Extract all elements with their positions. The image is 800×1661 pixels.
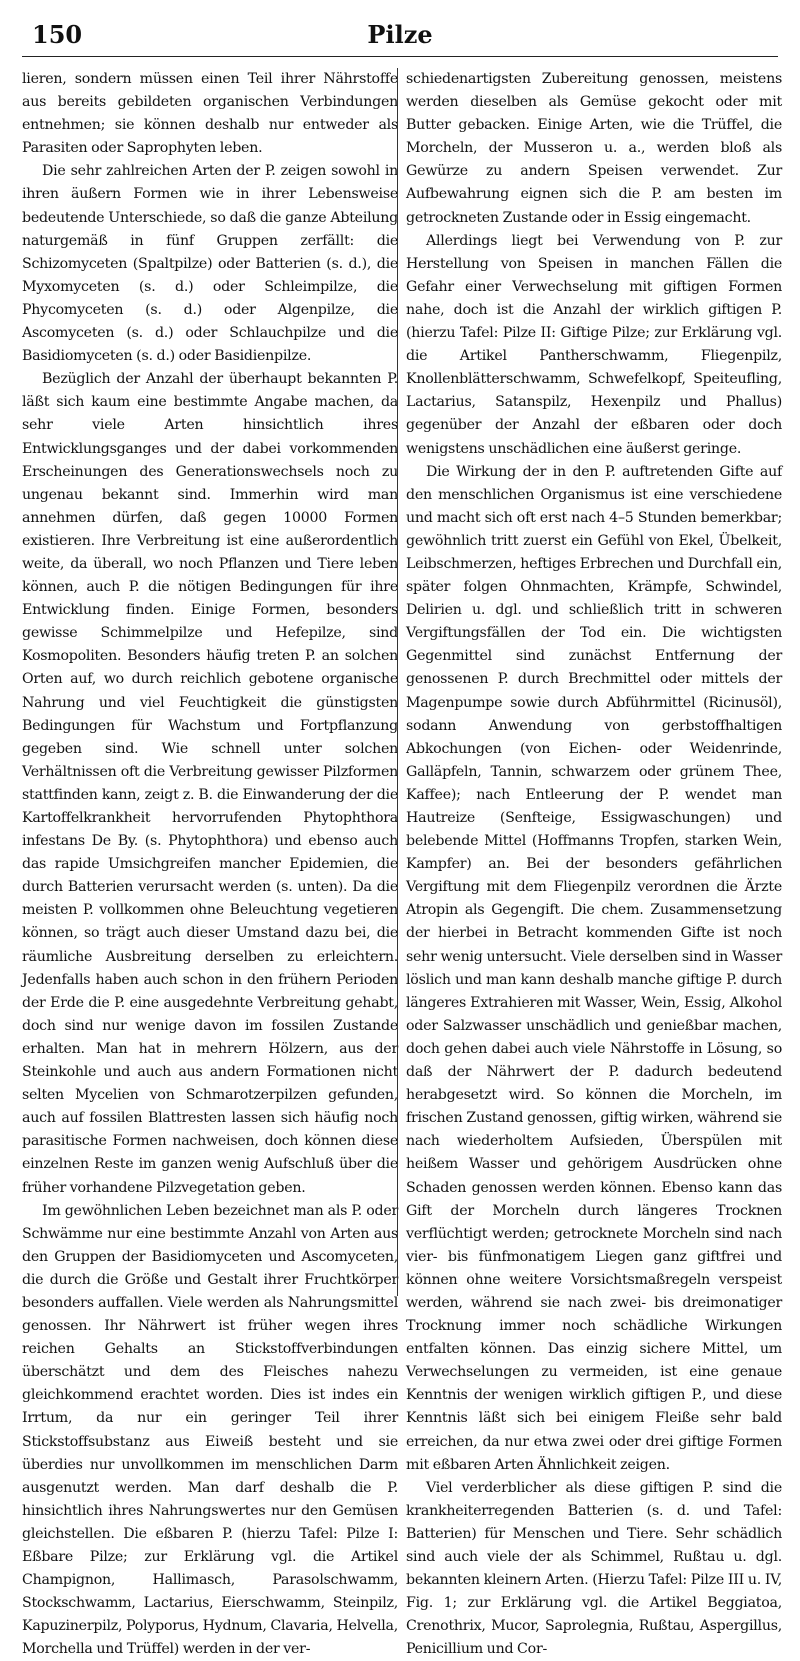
right-column [406, 68, 782, 1658]
paragraph: Die Wirkung der in den P. auftretenden Gifte auf den menschlichen Organismus ist eine verschiedene und macht sich oft erst nach 4–5 Stunden bemerkbar; gewöhnlich tritt zuerst ein Gefühl von Ekel, Übelkeit, Leibschmerzen, heftiges Erbrechen und Durchfall ein, später folgen Ohnmachten, Krämpfe, Schwindel, Delirien u. dgl. und schließlich tritt in schweren Vergiftungsfällen der Tod ein. Die wichtigsten Gegenmittel sind zunächst Entfernung der genossenen P. durch Brechmittel oder mittels der Magenpumpe sowie durch Abführmittel (Ricinusöl), sodann Anwendung von gerbstoffhaltigen Abkochungen (von Eichen- oder Weidenrinde, Galläpfeln, Tannin, schwarzem oder grünem Thee, Kaffee); nach Entleerung der P. wendet man Hautreize (Senfteige, Essigwaschungen) und belebende Mittel (Hoffmanns Tropfen, starken Wein, Kampfer) an. Bei der besonders gefährlichen Vergiftung mit dem Fliegenpilz verordnen die Ärzte Atropin als Gegengift. Die chem. Zusammensetzung der hierbei in Betracht kommenden Gifte ist noch sehr wenig untersucht. Viele derselben sind in Wasser löslich und man kann deshalb manche giftige P. durch längeres Extrahieren mit Wasser, Wein, Essig, Alkohol oder Salzwasser unschädlich und genießbar machen, doch gehen dabei auch viele Nährstoffe in Lösung, so daß der Nährwert der P. dadurch bedeutend herabgesetzt wird. So können die Morcheln, im frischen Zustand genossen, giftig wirken, während sie nach wiederholtem Aufsieden, Überspülen mit heißem Wasser und gehörigem Ausdrücken ohne Schaden genossen werden können. Ebenso kann das Gift der Morcheln durch längeres Trocknen verflüchtigt werden; getrocknete Morcheln sind nach vier- bis fünfmonatigem Liegen ganz giftfrei und können ohne weitere Vorsichtsmaßregeln verspeist werden, während sie nach zwei- bis dreimonatiger Trocknung immer noch schädliche Wirkungen entfalten können. Das einzig sichere Mittel, um Verwechselungen zu vermeiden, ist eine genaue Kenntnis der wenigen wirklich giftigen P., und diese Kenntnis läßt sich bei einigem Fleiße sehr bald erreichen, da nur etwa zwei oder drei giftige Formen mit eßbaren Arten Ähnlichkeit zeigen. [406, 463, 782, 1473]
running-head: Pilze [367, 20, 433, 49]
column-divider [397, 68, 398, 1296]
paragraph: Allerdings liegt bei Verwendung von P. zur Herstellung von Speisen in manchen Fällen die Gefahr einer Verwechselung mit giftigen Formen nahe, doch ist die Anzahl der wirklich giftigen P. (hierzu Tafel: Pilze II: Giftige Pilze; zur Erklärung vgl. die Artikel Pantherschwamm, Fliegenpilz, Knollenblätterschwamm, Schwefelkopf, Speiteufling, Lactarius, Satanspilz, Hexenpilz und Phallus) gegenüber der Anzahl der eßbaren oder doch wenigstens unschädlichen eine äußerst geringe. [406, 232, 782, 457]
paragraph: Die sehr zahlreichen Arten der P. zeigen sowohl in ihren äußern Formen wie in ihrer Lebensweise bedeutende Unterschiede, so daß die ganze Abteilung naturgemäß in fünf Gruppen zerfällt: die Schizomyceten (Spaltpilze) oder Batterien (s. d.), die Myxomyceten (s. d.) oder Schleimpilze, die Phycomyceten (s. d.) oder Algenpilze, die Ascomyceten (s. d.) oder Schlauchpilze und die Basidiomyceten (s. d.) oder Basidienpilze. [22, 163, 398, 365]
paragraph: lieren, sondern müssen einen Teil ihrer Nährstoffe aus bereits gebildeten organischen Verbindungen entnehmen; sie können deshalb nur entweder als Parasiten oder Saprophyten leben. [22, 71, 398, 157]
page-header [22, 16, 778, 57]
paragraph: Bezüglich der Anzahl der überhaupt bekannten P. läßt sich kaum eine bestimmte Angabe machen, da sehr viele Arten hinsichtlich ihres Entwicklungsganges und der dabei vorkommenden Erscheinungen des Generationswechsels noch zu ungenau bekannt sind. Immerhin wird man annehmen dürfen, daß gegen 10000 Formen existieren. Ihre Verbreitung ist eine außerordentlich weite, da überall, wo noch Pflanzen und Tiere leben können, auch P. die nötigen Bedingungen für ihre Entwicklung finden. Einige Formen, besonders gewisse Schimmelpilze und Hefepilze, sind Kosmopoliten. Besonders häufig treten P. an solchen Orten auf, wo durch reichlich gebotene organische Nahrung und viel Feuchtigkeit die günstigsten Bedingungen für Wachstum und Fortpflanzung gegeben sind. Wie schnell unter solchen Verhältnissen oft die Verbreitung gewisser Pilzformen stattfinden kann, zeigt z. B. die Einwanderung der die Kartoffelkrankheit hervorrufenden Phytophthora infestans De By. (s. Phytophthora) und ebenso auch das rapide Umsichgreifen mancher Epidemien, die durch Batterien verursacht werden (s. unten). Da die meisten P. vollkommen ohne Beleuchtung vegetieren können, so trägt auch dieser Umstand dazu bei, die räumliche Ausbreitung derselben zu erleichtern. Jedenfalls haben auch schon in den frühern Perioden der Erde die P. eine ausgedehnte Verbreitung gehabt, doch sind nur wenige davon im fossilen Zustande erhalten. Man hat in mehrern Hölzern, aus der Steinkohle und auch aus andern Formationen nicht selten Mycelien von Schmarotzerpilzen gefunden, auch auf fossilen Blattresten lassen sich häufig noch parasitische Formen nachweisen, doch können diese einzelnen Reste im ganzen wenig Aufschluß über die früher vorhandene Pilzvegetation geben. [22, 371, 398, 1196]
page-number: 150 [32, 20, 83, 49]
left-column [22, 68, 399, 1658]
paragraph: Im gewöhnlichen Leben bezeichnet man als P. oder Schwämme nur eine bestimmte Anzahl von Arten aus den Gruppen der Basidiomyceten und Ascomyceten, die durch die Größe und Gestalt ihrer Fruchtkörper besonders auffallen. Viele werden als Nahrungsmittel genossen. Ihr Nährwert ist früher wegen ihres reichen Gehalts an Stickstoffverbindungen überschätzt und dem des Fleisches nahezu gleichkommend erachtet worden. Dies ist indes ein Irrtum, da nur ein geringer Teil ihrer Stickstoffsubstanz aus Eiweiß besteht und sie überdies nur unvollkommen im menschlichen Darm ausgenutzt werden. Man darf deshalb die P. hinsichtlich ihres Nahrungswertes nur den Gemüsen gleichstellen. Die eßbaren P. (hierzu Tafel: Pilze I: Eßbare Pilze; zur Erklärung vgl. die Artikel Champignon, Hallimasch, Parasolschwamm, Stockschwamm, Lactarius, Eierschwamm, Steinpilz, Kapuzinerpilz, Polyporus, Hydnum, Clavaria, Helvella, Morchella und Trüffel) werden in der ver- [22, 1202, 399, 1658]
paragraph: Viel verderblicher als diese giftigen P. sind die krankheiterregenden Batterien (s. d. und Tafel: Batterien) für Menschen und Tiere. Sehr schädlich sind auch viele der als Schimmel, Rußtau u. dgl. bekannten kleinern Arten. (Hierzu Tafel: Pilze III u. IV, Fig. 1; zur Erklärung vgl. die Artikel Beggiatoa, Crenothrix, Mucor, Saprolegnia, Rußtau, Aspergillus, Penicillium und Cor- [406, 1479, 782, 1658]
paragraph: schiedenartigsten Zubereitung genossen, meistens werden dieselben als Gemüse gekocht oder mit Butter gebacken. Einige Arten, wie die Trüffel, die Morcheln, der Musseron u. a., werden bloß als Gewürze zu andern Speisen verwendet. Zur Aufbewahrung eignen sich die P. am besten im getrockneten Zustande oder in Essig eingemacht. [406, 71, 782, 226]
